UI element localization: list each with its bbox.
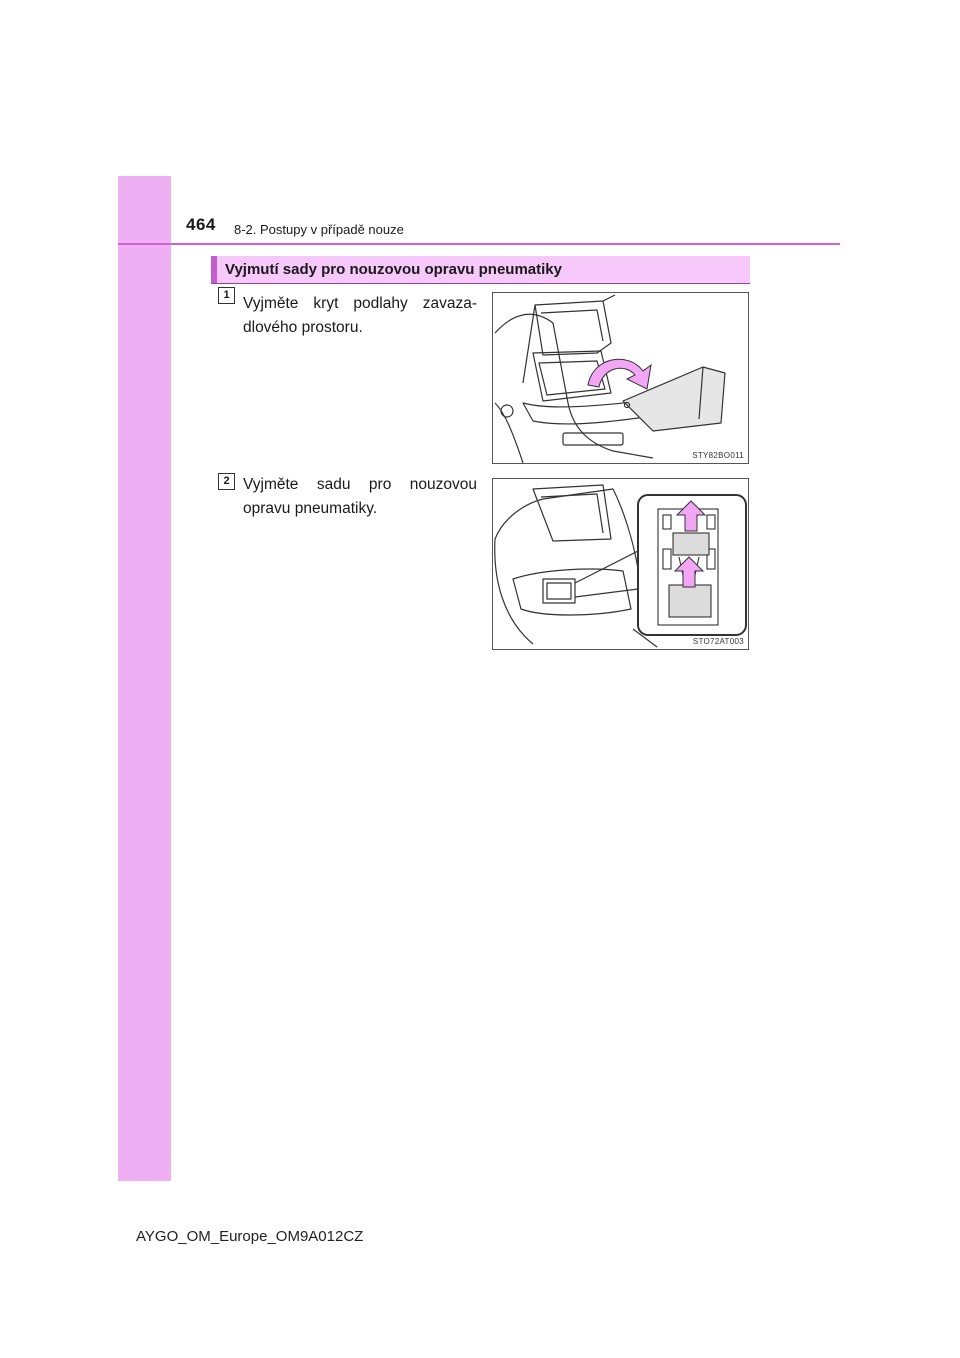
figure-2-code: STO72AT003 — [692, 637, 744, 646]
figure-remove-floor-cover — [492, 292, 749, 464]
repair-kit-illustration — [493, 479, 749, 650]
page-number: 464 — [186, 215, 216, 234]
figure-1-code: STY82BO011 — [692, 451, 744, 460]
document-id: AYGO_OM_Europe_OM9A012CZ — [136, 1228, 364, 1245]
header-divider — [118, 243, 840, 245]
chapter-title: 8-2. Postupy v případě nouze — [234, 222, 404, 237]
trunk-floor-cover-illustration — [493, 293, 749, 464]
step-1-number: 1 — [218, 287, 235, 304]
side-tab-bar — [118, 176, 171, 1181]
step-2-text: Vyjměte sadu pro nouzovou opravu pneumatiky. — [243, 476, 477, 517]
section-heading: Vyjmutí sady pro nouzovou opravu pneumatiky — [211, 256, 750, 283]
section-heading-underline — [211, 283, 750, 284]
step-2-number: 2 — [218, 473, 235, 490]
figure-remove-repair-kit — [492, 478, 749, 650]
step-1-text: Vyjměte kryt podlahy zavaza-dlového prostoru. — [243, 295, 477, 336]
